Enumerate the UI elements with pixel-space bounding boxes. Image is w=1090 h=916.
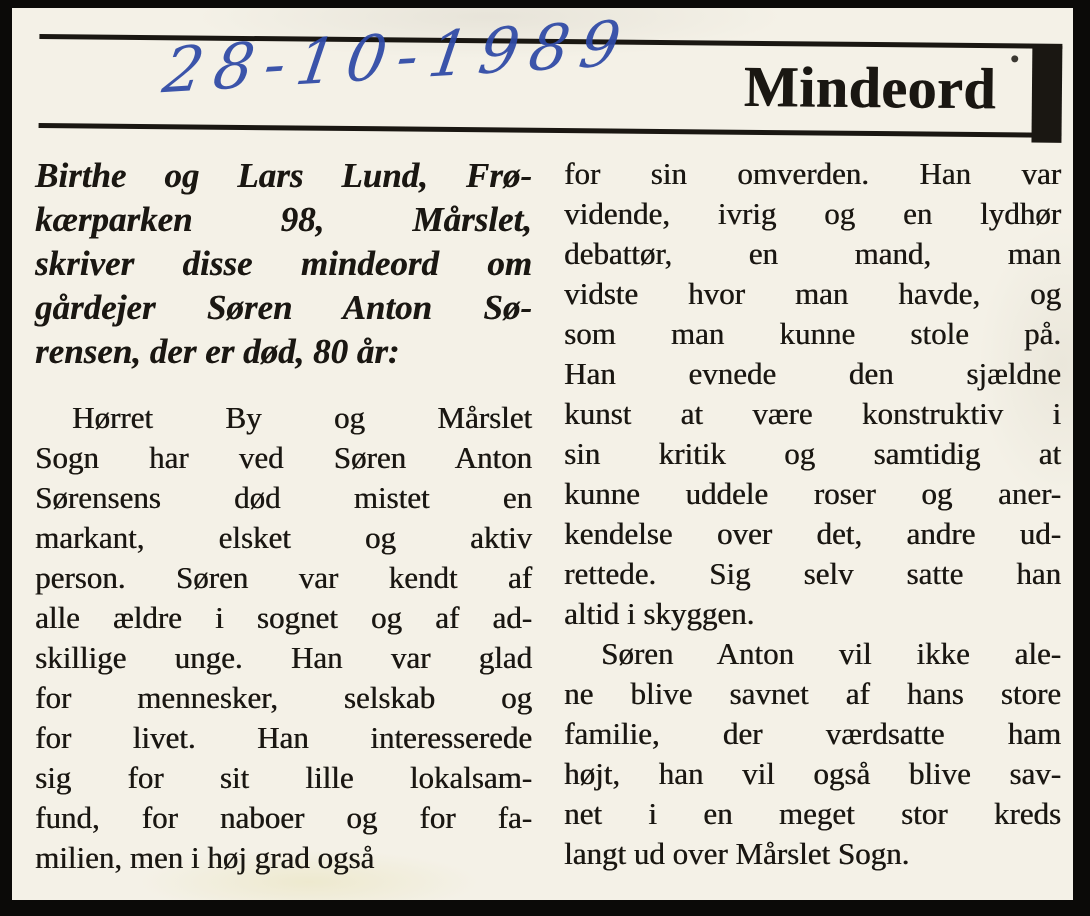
text-line: rettede. Sig selv satte han bbox=[564, 556, 1061, 591]
text-line: rensen, der er død, 80 år: bbox=[35, 332, 400, 371]
text-line: sin kritik og samtidig at bbox=[564, 436, 1061, 471]
text-line: Sørensens død mistet en bbox=[35, 480, 532, 515]
text-line: langt ud over Mårslet Sogn. bbox=[564, 836, 910, 871]
text-line: som man kunne stole på. bbox=[564, 316, 1061, 351]
section-title: Mindeord bbox=[743, 53, 997, 122]
text-line: Han evnede den sjældne bbox=[564, 356, 1061, 391]
text-line: ne blive savnet af hans store bbox=[564, 676, 1061, 711]
paragraph bbox=[564, 154, 1061, 634]
text-line: alle ældre i sognet og af ad- bbox=[35, 600, 532, 635]
text-line: altid i skyggen. bbox=[564, 596, 755, 631]
text-line: vidste hvor man havde, og bbox=[564, 276, 1061, 311]
text-line: markant, elsket og aktiv bbox=[35, 520, 532, 555]
text-line: person. Søren var kendt af bbox=[35, 560, 532, 595]
paper-background bbox=[12, 5, 1073, 900]
text-line: kærparken 98, Mårslet, bbox=[35, 200, 532, 239]
article-columns bbox=[35, 154, 1062, 878]
text-line: Sogn har ved Søren Anton bbox=[35, 440, 532, 475]
text-line: sig for sit lille lokalsam- bbox=[35, 760, 532, 795]
text-line: Birthe og Lars Lund, Frø- bbox=[35, 156, 532, 195]
left-column bbox=[35, 154, 532, 878]
text-line: kunst at være konstruktiv i bbox=[564, 396, 1061, 431]
text-line: familie, der værdsatte ham bbox=[564, 716, 1061, 751]
paragraph bbox=[35, 154, 532, 374]
paragraph bbox=[564, 634, 1061, 874]
masthead-end-bar bbox=[1031, 46, 1062, 143]
text-line: skillige unge. Han var glad bbox=[35, 640, 532, 675]
text-line: Søren Anton vil ikke ale- bbox=[601, 636, 1061, 671]
right-column bbox=[564, 154, 1061, 878]
text-line: gårdejer Søren Anton Sø- bbox=[35, 288, 532, 327]
text-line: skriver disse mindeord om bbox=[35, 244, 532, 283]
text-line: Hørret By og Mårslet bbox=[72, 400, 532, 435]
text-line: kendelse over det, andre ud- bbox=[564, 516, 1061, 551]
paragraph bbox=[35, 398, 532, 878]
text-line: vidende, ivrig og en lydhør bbox=[564, 196, 1061, 231]
text-line: kunne uddele roser og aner- bbox=[564, 476, 1061, 511]
text-line: milien, men i høj grad også bbox=[35, 840, 375, 875]
text-line: for sin omverden. Han var bbox=[564, 156, 1061, 191]
text-line: for livet. Han interesserede bbox=[35, 720, 532, 755]
text-line: net i en meget stor kreds bbox=[564, 796, 1061, 831]
handwritten-date: 28-10-1989 bbox=[158, 5, 637, 108]
text-line: debattør, en mand, man bbox=[564, 236, 1061, 271]
text-line: fund, for naboer og for fa- bbox=[35, 800, 532, 835]
ink-dot bbox=[1011, 55, 1018, 62]
text-line: for mennesker, selskab og bbox=[35, 680, 532, 715]
text-line: højt, han vil også blive sav- bbox=[564, 756, 1061, 791]
